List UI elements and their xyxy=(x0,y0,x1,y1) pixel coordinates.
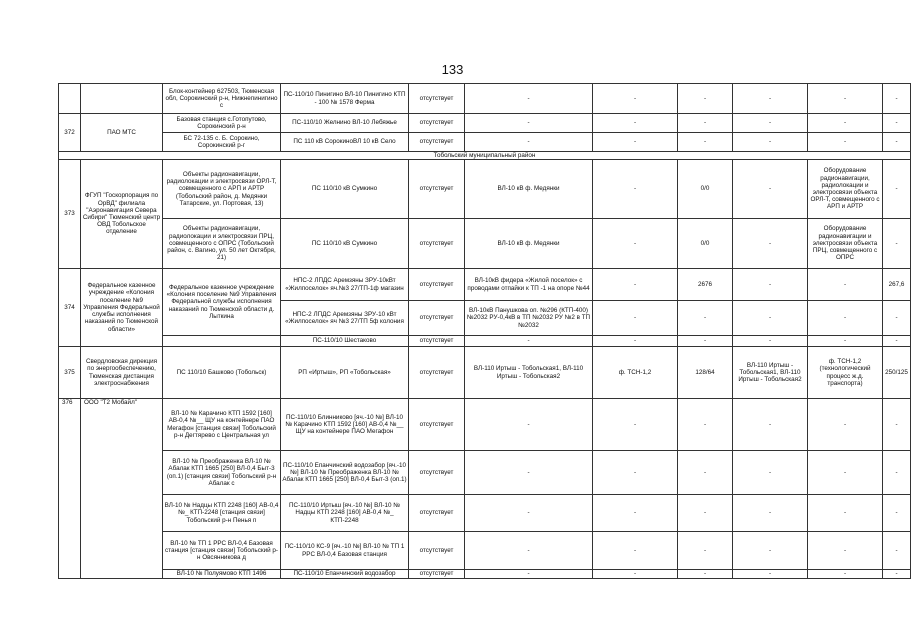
substation: ПС 110/10 кВ Сумкино xyxy=(281,219,409,269)
cell-value: - xyxy=(593,160,678,219)
cell-value: - xyxy=(883,160,911,219)
cell-value: 0/0 xyxy=(678,160,733,219)
cell-value: - xyxy=(465,114,593,133)
cell-value: - xyxy=(465,399,593,451)
power-line: ВЛ-10кВ Панушкова оп. №296 (КТП-400) №2032 РУ-0,4кВ в ТП №2032 РУ №2 в ТП №2032 xyxy=(465,301,593,336)
cell-value: - xyxy=(678,532,733,570)
row-number: 373 xyxy=(59,160,81,269)
status: отсутствует xyxy=(409,399,465,451)
table-row xyxy=(59,570,911,579)
cell-value: - xyxy=(593,532,678,570)
cell-value: - xyxy=(733,269,808,301)
section-row xyxy=(59,152,911,160)
substation: ПС-110/10 Блинниково [яч.-10 №] ВЛ-10 № Карачино КТП 1592 [160] АВ-0,4 №__ ЩУ на контейнере ПАО Мегафон xyxy=(281,399,409,451)
cell-value: - xyxy=(593,269,678,301)
substations-table xyxy=(58,83,911,579)
table-row xyxy=(59,451,911,495)
substation: ПС-110/10 Пинигино ВЛ-10 Пинигино КТП - 100 № 1578 Ферма xyxy=(281,84,409,114)
location: ВЛ-10 № Преображенка ВЛ-10 № Абалак КТП 1665 [250] ВЛ-0,4 Быт-3 (оп.1) [станция связи] Тобольский р-н Абалак с xyxy=(163,451,281,495)
organization: ФГУП "Госкорпорация по ОрВД" филиала "Аэронавигация Севера Сибири" Тюменский центр ОВД Тобольское отделение xyxy=(81,160,163,269)
status: отсутствует xyxy=(409,133,465,152)
cell-value: - xyxy=(593,84,678,114)
cell-value: - xyxy=(733,570,808,579)
cell-value: - xyxy=(593,399,678,451)
cell-value: - xyxy=(678,336,733,347)
cell-value: - xyxy=(593,114,678,133)
table-row xyxy=(59,532,911,570)
location: ПС 110/10 Башково (Тобольск) xyxy=(163,347,281,399)
cell-value: - xyxy=(883,399,911,451)
power-line: ВЛ-10 кВ ф. Медянки xyxy=(465,160,593,219)
location: Федеральное казенное учреждение «Колония поселение №9 Управления Федеральной службы исполнения наказаний по Тюменской области д. Лыткина xyxy=(163,269,281,336)
cell-value: - xyxy=(733,399,808,451)
row-number: 375 xyxy=(59,347,81,399)
status: отсутствует xyxy=(409,495,465,532)
cell-value: 267,6 xyxy=(883,269,911,301)
substation: ПС-110/10 Епанчинский водозабор [яч.-10 №] ВЛ-10 № Преображенка ВЛ-10 № Абалак КТП 1665 [250] ВЛ-0,4 Быт-3 (оп.1) xyxy=(281,451,409,495)
status: отсутствует xyxy=(409,160,465,219)
page-number: 133 xyxy=(441,62,464,77)
cell-value: - xyxy=(593,301,678,336)
cell-value: - xyxy=(593,451,678,495)
cell-value: 250/125 xyxy=(883,347,911,399)
cell-value: - xyxy=(733,84,808,114)
section-title: Тобольский муниципальный район xyxy=(59,152,911,160)
table-row xyxy=(59,399,911,451)
location: ВЛ-10 № Карачино КТП 1592 [160] АВ-0,4 №__ ЩУ на контейнере ПАО Мегафон [станция связи] Тобольский р-н Дегтярево с Центральная ул xyxy=(163,399,281,451)
cell-value: - xyxy=(883,532,911,570)
cell-value: - xyxy=(733,133,808,152)
status: отсутствует xyxy=(409,269,465,301)
status: отсутствует xyxy=(409,570,465,579)
cell-value: - xyxy=(808,570,883,579)
table-row xyxy=(59,114,911,133)
cell-value: - xyxy=(808,84,883,114)
substation: ПС-110/10 Иртыш [яч.-10 №] ВЛ-10 № Надцы КТП 2248 [160] АВ-0,4 №_ КТП-2248 xyxy=(281,495,409,532)
table-row xyxy=(59,336,911,347)
cell-value: - xyxy=(593,570,678,579)
table-row xyxy=(59,160,911,219)
cell-value: - xyxy=(733,336,808,347)
cell-value: - xyxy=(808,336,883,347)
table-row xyxy=(59,347,911,399)
table-row xyxy=(59,84,911,114)
cell-value: - xyxy=(883,451,911,495)
cell-value: - xyxy=(808,114,883,133)
cell-value: - xyxy=(733,114,808,133)
location: Базовая станция с.Готопутово, Сорокинский р-н xyxy=(163,114,281,133)
cell-value: - xyxy=(883,133,911,152)
organization: Федеральное казенное учреждение «Колония поселение №9 Управления Федеральной службы исполнения наказаний по Тюменской области» xyxy=(81,269,163,347)
organization: Свердловская дирекция по энергообеспечению, Тюменская дистанция электроснабжения xyxy=(81,347,163,399)
status: отсутствует xyxy=(409,84,465,114)
cell-value: - xyxy=(883,114,911,133)
substation: ПС 110 кВ СорокиноВЛ 10 кВ Село xyxy=(281,133,409,152)
cell-value: - xyxy=(678,570,733,579)
cell-value: - xyxy=(678,495,733,532)
power-line: ВЛ-10кВ фидера «Жилой поселок» с проводами отпайки к ТП -1 на опоре №44 xyxy=(465,269,593,301)
substation: ПС-110/10 Шестаково xyxy=(281,336,409,347)
cell-value: ВЛ-110 Иртыш - Тобольская1, ВЛ-110 Иртыш - Тобольская2 xyxy=(733,347,808,399)
equipment-description: Оборудование радионавигации, радиолокации и электросвязи объекта ОРЛ-Т, совмещенного с АРП и АРТР xyxy=(808,160,883,219)
status: отсутствует xyxy=(409,301,465,336)
equipment-description: Оборудование радионавигации и электросвязи объекта ПРЦ, совмещенного с ОПРС xyxy=(808,219,883,269)
organization: ООО "Т2 Мобайл" xyxy=(81,399,163,579)
cell-value: - xyxy=(465,84,593,114)
location: Объекты радионавигации, радиолокации и электросвязи ОРЛ-Т, совмещенного с АРП и АРТР (Тобольский район, д. Медянки Татарские, ул. Портовая, 13) xyxy=(163,160,281,219)
cell-value: - xyxy=(733,495,808,532)
cell-value: - xyxy=(593,219,678,269)
location: Блок-контейнер 627503, Тюменская обл, Сорокинский р-н, Нижнепинигино с xyxy=(163,84,281,114)
cell-value: - xyxy=(678,133,733,152)
cell-value: - xyxy=(883,301,911,336)
power-line: ВЛ-110 Иртыш - Тобольская1, ВЛ-110 Иртыш - Тобольская2 xyxy=(465,347,593,399)
cell-value: - xyxy=(808,532,883,570)
cell-value: 0/0 xyxy=(678,219,733,269)
substation: НПС-2 ЛПДС Аремзяны ЗРУ-10кВт «Жилпоселок» яч.№3 27/ТП-1ф магазин xyxy=(281,269,409,301)
status: отсутствует xyxy=(409,114,465,133)
organization xyxy=(81,84,163,114)
power-line: ВЛ-10 кВ ф. Медянки xyxy=(465,219,593,269)
cell-value: - xyxy=(733,301,808,336)
cell-value: - xyxy=(733,451,808,495)
cell-value: - xyxy=(808,269,883,301)
cell-value: - xyxy=(593,133,678,152)
cell-value: - xyxy=(808,495,883,532)
substation: РП «Иртыш», РП «Тобольская» xyxy=(281,347,409,399)
substation: ПС-110/10 КС-9 [яч.-10 №] ВЛ-10 № ТП 1 РРС ВЛ-0,4 Базовая станция xyxy=(281,532,409,570)
status: отсутствует xyxy=(409,347,465,399)
cell-value: - xyxy=(678,301,733,336)
cell-value: - xyxy=(465,570,593,579)
cell-value: - xyxy=(593,495,678,532)
cell-value: - xyxy=(883,570,911,579)
cell-value: 2676 xyxy=(678,269,733,301)
status: отсутствует xyxy=(409,532,465,570)
location xyxy=(163,336,281,347)
status: отсутствует xyxy=(409,451,465,495)
cell-value: - xyxy=(593,336,678,347)
cell-value: - xyxy=(465,133,593,152)
cell-value: - xyxy=(465,495,593,532)
cell-value: - xyxy=(883,84,911,114)
cell-value: - xyxy=(883,495,911,532)
row-number xyxy=(59,84,81,114)
table-row xyxy=(59,495,911,532)
row-number: 376 xyxy=(59,399,81,579)
substation: ПС-110/10 Желнино ВЛ-10 Лебяжье xyxy=(281,114,409,133)
power-line: - xyxy=(465,336,593,347)
substation: ПС-110/10 Епанчинский водозабор xyxy=(281,570,409,579)
cell-value: - xyxy=(733,160,808,219)
cell-value: - xyxy=(678,451,733,495)
cell-value: - xyxy=(678,399,733,451)
cell-value: ф. ТСН-1,2 (технологический процесс ж.д. транспорта) xyxy=(808,347,883,399)
status: отсутствует xyxy=(409,336,465,347)
table-row xyxy=(59,219,911,269)
cell-value: - xyxy=(733,219,808,269)
substation: ПС 110/10 кВ Сумкино xyxy=(281,160,409,219)
cell-value: - xyxy=(678,84,733,114)
cell-value: - xyxy=(883,336,911,347)
location: ВЛ-10 № ТП 1 РРС ВЛ-0,4 Базовая станция [станция связи] Тобольский р-н Овсянникова д xyxy=(163,532,281,570)
cell-value: 128/64 xyxy=(678,347,733,399)
row-number: 374 xyxy=(59,269,81,347)
location: БС 72-135 с. Б. Сорокино, Сорокинский р-г xyxy=(163,133,281,152)
cell-value: - xyxy=(883,219,911,269)
substation: НПС-2 ЛПДС Аремзяны ЗРУ-10 кВт «Жилпоселок» яч №3 27/ТП 5ф колония xyxy=(281,301,409,336)
cell-value: - xyxy=(678,114,733,133)
cell-value: ф. ТСН-1,2 xyxy=(593,347,678,399)
table-row xyxy=(59,133,911,152)
status: отсутствует xyxy=(409,219,465,269)
cell-value: - xyxy=(808,133,883,152)
cell-value: - xyxy=(465,532,593,570)
cell-value: - xyxy=(808,301,883,336)
cell-value: - xyxy=(808,451,883,495)
location: ВЛ-10 № Надцы КТП 2248 [160] АВ-0,4 №_ КТП-2248 [станция связи] Тобольский р-н Пенья п xyxy=(163,495,281,532)
cell-value: - xyxy=(465,451,593,495)
location: Объекты радионавигации, радиолокации и электросвязи ПРЦ, совмещенного с ОПРС (Тобольский район, с. Вагино, ул. 50 лет Октября, 21) xyxy=(163,219,281,269)
cell-value: - xyxy=(733,532,808,570)
location: ВЛ-10 № Полуямово КТП 1496 xyxy=(163,570,281,579)
cell-value: - xyxy=(808,399,883,451)
table-row xyxy=(59,269,911,301)
row-number: 372 xyxy=(59,114,81,152)
organization: ПАО МТС xyxy=(81,114,163,152)
